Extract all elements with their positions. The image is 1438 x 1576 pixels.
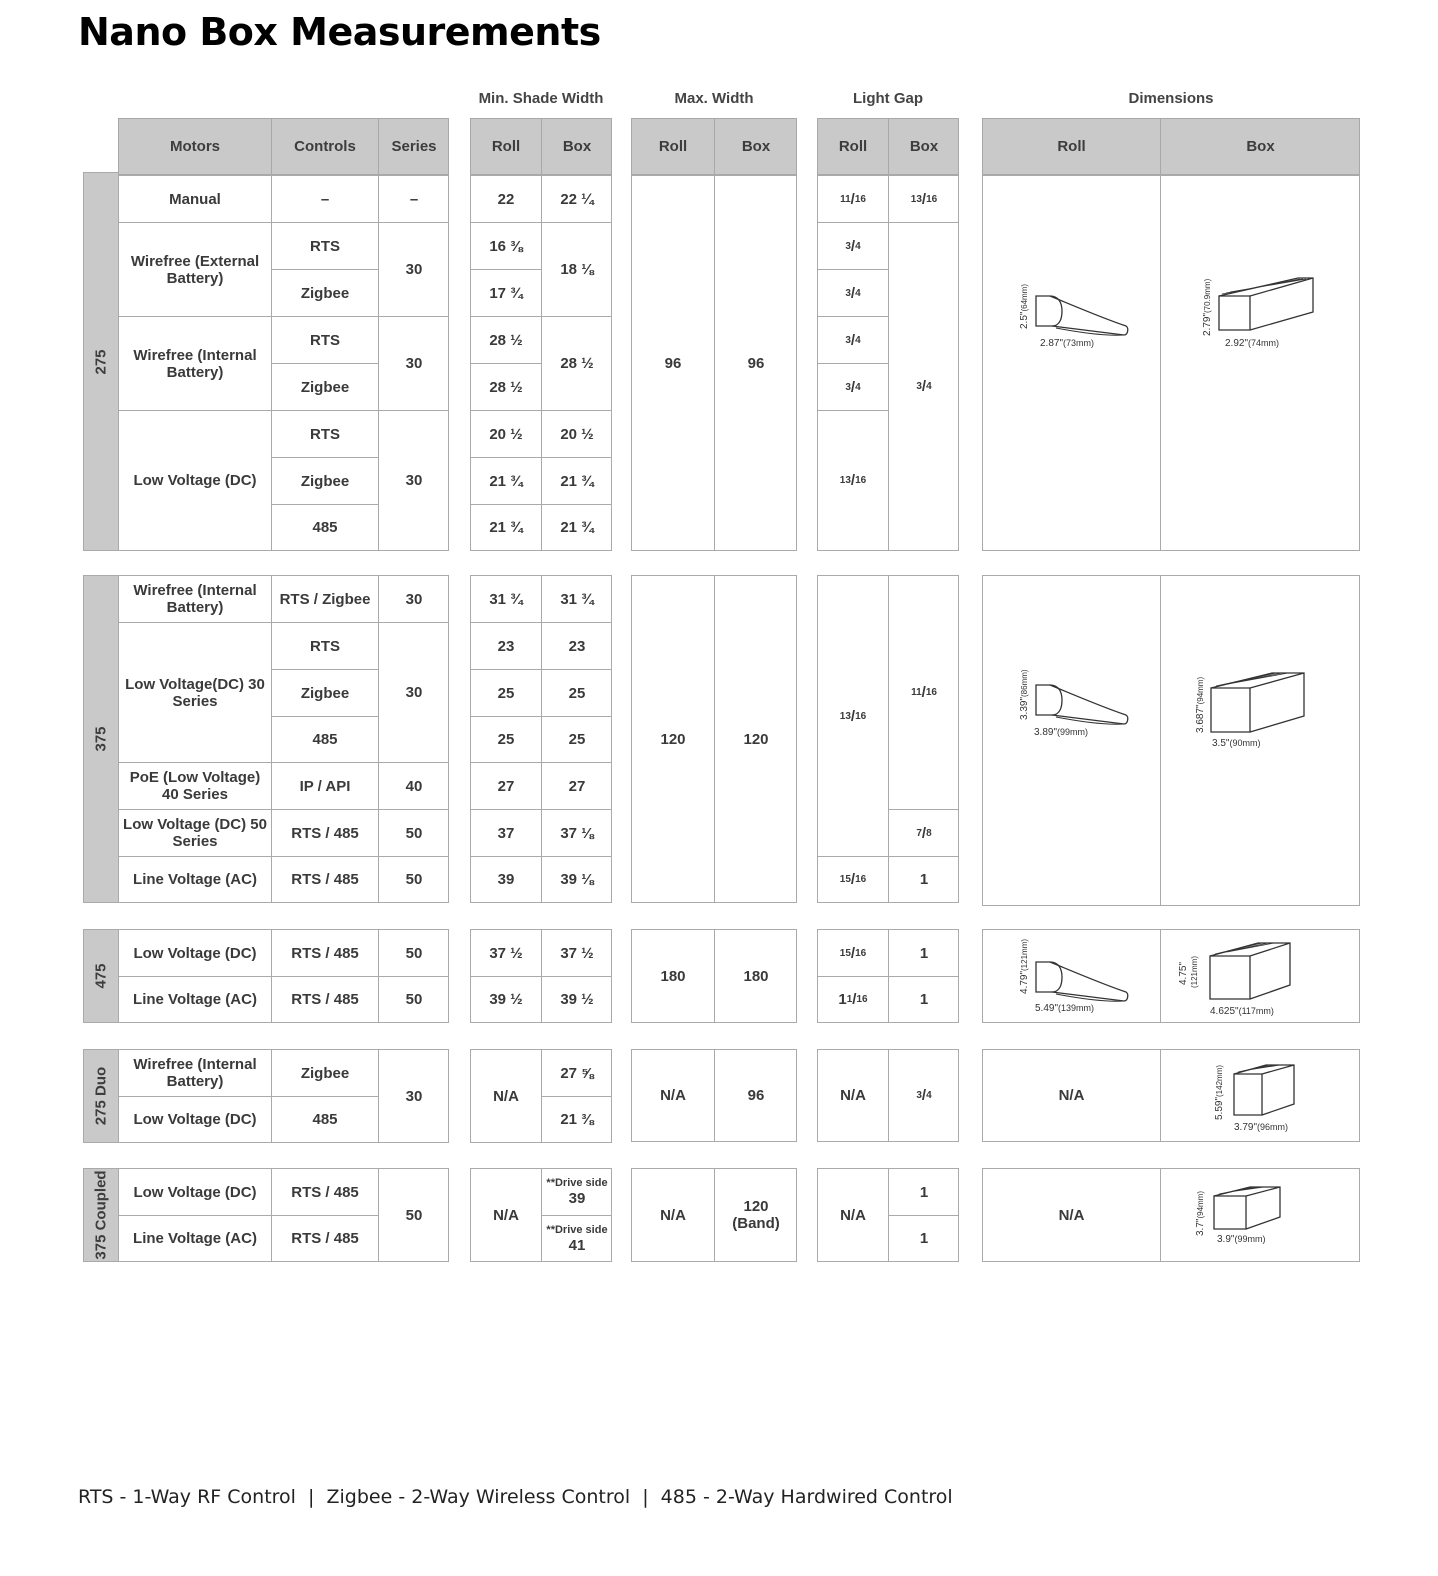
box-profile-icon — [1232, 1064, 1298, 1118]
roll-profile-icon — [1032, 960, 1132, 1005]
motor-cell: PoE (Low Voltage) 40 Series — [119, 763, 272, 810]
dim-roll-cell: N/A — [983, 1169, 1161, 1261]
table-275-msw — [470, 175, 612, 551]
lg-roll-cell: 15 / 16 — [818, 857, 889, 902]
table-275-dims — [982, 175, 1360, 551]
dim-label: 5.49"(139mm) — [1035, 1003, 1095, 1014]
dim-label: 2.5"(64mm) — [1019, 283, 1030, 329]
lg-roll-cell: 13 / 16 — [818, 576, 889, 857]
table-375-max — [631, 575, 797, 903]
control-cell: Zigbee — [272, 364, 379, 411]
header-box: Box — [741, 138, 771, 155]
dim-label: 3.89"(99mm) — [1034, 727, 1089, 738]
table-275duo-dims — [982, 1049, 1360, 1142]
legend: RTS - 1-Way RF Control | Zigbee - 2-Way Wireless Control | 485 - 2-Way Hardwired Control — [78, 1486, 953, 1508]
msw-box-cell: 27 — [542, 763, 612, 810]
msw-box-cell: 28 ½ — [542, 317, 612, 411]
group-max-width: Max. Width — [674, 90, 754, 107]
msw-box-cell: 21 ⅜ — [560, 1111, 594, 1128]
lg-roll-cell: 3 / 4 — [818, 317, 889, 364]
control-cell: RTS — [272, 411, 379, 458]
motor-cell: Low Voltage(DC) 30 Series — [119, 623, 272, 763]
header-box: Box — [562, 138, 592, 155]
msw-box-cell: 21 ¾ — [560, 519, 594, 536]
lg-box-cell: 1 — [889, 930, 959, 977]
header-roll: Roll — [632, 119, 715, 174]
series-cell: – — [379, 176, 449, 223]
max-roll-cell: N/A — [632, 1169, 715, 1261]
control-cell: RTS / 485 — [272, 1216, 379, 1261]
roll-profile-icon — [1032, 293, 1132, 338]
header-lg — [817, 118, 959, 175]
msw-box-value: 41 — [568, 1236, 586, 1254]
msw-roll-cell: 37 ½ — [471, 930, 542, 977]
control-cell: Zigbee — [272, 458, 379, 505]
table-375c-motors — [118, 1168, 449, 1262]
series-cell: 30 — [379, 576, 449, 623]
lg-roll-cell: 15 / 16 — [818, 930, 889, 977]
msw-roll-cell: 25 — [471, 717, 542, 763]
section-label-475: 475 — [83, 929, 119, 1023]
msw-box-cell: 39 ½ — [560, 991, 594, 1008]
lg-roll-cell: 3 / 4 — [818, 364, 889, 411]
msw-box-cell: 25 — [542, 670, 612, 717]
drive-side-note: **Drive side — [546, 1223, 608, 1236]
series-cell: 50 — [405, 871, 423, 888]
msw-box-value: 39 — [568, 1190, 586, 1207]
motor-cell: Low Voltage (DC) — [119, 1169, 272, 1216]
control-cell: RTS / 485 — [272, 977, 379, 1022]
motor-cell: Low Voltage (DC) — [119, 411, 272, 550]
table-375c-max — [631, 1168, 797, 1262]
header-max — [631, 118, 797, 175]
msw-roll-cell: 16 ⅜ — [471, 223, 542, 270]
table-275duo-max — [631, 1049, 797, 1142]
lg-roll-cell: 3 / 4 — [818, 270, 889, 317]
table-375-motors — [118, 575, 449, 903]
series-cell: 30 — [379, 623, 449, 763]
control-cell: RTS — [272, 223, 379, 270]
dim-label: 3.5"(90mm) — [1212, 738, 1261, 749]
series-cell: 50 — [379, 930, 449, 977]
header-roll: Roll — [471, 119, 542, 174]
lg-box-cell: 3 / 4 — [916, 378, 932, 395]
dim-label: 3.79"(96mm) — [1234, 1122, 1289, 1133]
dim-label: 3.687"(94mm) — [1195, 676, 1206, 733]
lg-box-cell: 13 / 16 — [889, 176, 959, 223]
msw-box-cell — [542, 1169, 612, 1216]
control-cell: – — [272, 176, 379, 223]
section-label-275-duo: 275 Duo — [83, 1049, 119, 1143]
box-profile-icon — [1210, 672, 1310, 734]
dim-roll-cell: N/A — [983, 1050, 1161, 1141]
series-cell: 50 — [379, 810, 449, 857]
msw-box-cell: 39 ⅛ — [560, 871, 594, 888]
series-cell: 40 — [379, 763, 449, 810]
table-375c-lg — [817, 1168, 959, 1262]
section-label-375: 375 — [83, 575, 119, 903]
msw-box-cell: 31 ¾ — [542, 576, 612, 623]
dim-label: 5.59"(142mm) — [1214, 1064, 1225, 1120]
msw-box-cell: 27 ⅝ — [542, 1050, 612, 1097]
box-profile-icon — [1218, 276, 1318, 334]
control-cell: RTS — [272, 317, 379, 364]
dim-label: 4.625"(117mm) — [1210, 1006, 1274, 1017]
section-label-375-coupled: 375 Coupled — [83, 1168, 119, 1262]
header-motors: Motors — [119, 119, 272, 174]
msw-box-cell: 37 ½ — [542, 930, 612, 977]
dim-box-cell — [1161, 576, 1360, 905]
max-roll-cell: 180 — [632, 930, 715, 1022]
table-475-lg — [817, 929, 959, 1023]
dim-label: 3.39"(86mm) — [1019, 669, 1030, 720]
table-375c-msw — [470, 1168, 612, 1262]
drive-side-note: **Drive side — [546, 1177, 608, 1189]
box-profile-icon — [1208, 942, 1298, 1002]
table-275duo-lg — [817, 1049, 959, 1142]
lg-roll-cell: N/A — [818, 1050, 889, 1141]
motor-cell: Low Voltage (DC) 50 Series — [119, 810, 272, 857]
dim-label: 4.79"(121mm) — [1019, 938, 1030, 994]
motor-cell: Low Voltage (DC) — [119, 1097, 272, 1142]
lg-box-cell: 1 — [919, 1230, 929, 1247]
header-roll: Roll — [983, 119, 1161, 174]
msw-roll-cell: 28 ½ — [471, 317, 542, 364]
header-controls: Controls — [272, 119, 379, 174]
dim-label: 2.79"(70.9mm) — [1202, 278, 1213, 336]
motor-cell: Wirefree (External Battery) — [119, 223, 272, 317]
control-cell: RTS / 485 — [272, 1169, 379, 1216]
motor-cell: Line Voltage (AC) — [119, 857, 272, 902]
lg-roll-cell: 3 / 4 — [818, 223, 889, 270]
control-cell: Zigbee — [272, 270, 379, 317]
dim-label: 2.87"(73mm) — [1040, 338, 1095, 349]
motor-cell: Low Voltage (DC) — [119, 930, 272, 977]
max-box-cell: 96 — [747, 1087, 765, 1104]
lg-roll-cell: 1 1 / 16 — [818, 977, 889, 1022]
msw-box-cell: 22 ¼ — [542, 176, 612, 223]
lg-box-cell: 1 — [919, 991, 929, 1008]
series-cell: 30 — [405, 472, 423, 489]
table-475-motors — [118, 929, 449, 1023]
header-box: Box — [909, 138, 939, 155]
table-275-max — [631, 175, 797, 551]
max-box-cell: 120 — [743, 730, 769, 748]
msw-box-cell: 20 ½ — [542, 411, 612, 458]
table-375-dims — [982, 575, 1360, 906]
table-275duo-msw — [470, 1049, 612, 1143]
roll-profile-icon — [1032, 682, 1132, 727]
dim-label: 4.75" — [1178, 961, 1189, 985]
msw-box-cell: 25 — [542, 717, 612, 763]
table-275-motors — [118, 175, 449, 551]
max-roll-cell: N/A — [632, 1050, 715, 1141]
msw-roll-cell: 39 ½ — [471, 977, 542, 1022]
msw-roll-cell: 39 — [471, 857, 542, 902]
motor-cell: Line Voltage (AC) — [119, 1216, 272, 1261]
group-dimensions: Dimensions — [1128, 90, 1214, 107]
msw-roll-cell: 21 ¾ — [471, 505, 542, 550]
msw-roll-cell: 20 ½ — [471, 411, 542, 458]
max-box-cell: 96 — [747, 354, 765, 372]
control-cell: RTS — [272, 623, 379, 670]
msw-roll-cell: 22 — [471, 176, 542, 223]
control-cell: IP / API — [272, 763, 379, 810]
msw-roll-cell: 25 — [471, 670, 542, 717]
dim-roll-cell — [983, 576, 1161, 905]
msw-roll-cell: 37 — [471, 810, 542, 857]
table-375-msw — [470, 575, 612, 903]
dim-label: 2.92"(74mm) — [1225, 338, 1280, 349]
msw-box-cell: 37 ⅛ — [542, 810, 612, 857]
max-box-cell: 120 (Band) — [732, 1198, 780, 1232]
header-msw — [470, 118, 612, 175]
control-cell: RTS / Zigbee — [272, 576, 379, 623]
header-roll: Roll — [818, 119, 889, 174]
lg-roll-cell: 11 / 16 — [818, 176, 889, 223]
control-cell: RTS / 485 — [272, 857, 379, 902]
msw-roll-cell: N/A — [471, 1169, 542, 1261]
msw-box-cell: 21 ¾ — [542, 458, 612, 505]
motor-cell: Wirefree (Internal Battery) — [119, 576, 272, 623]
box-profile-icon — [1212, 1186, 1286, 1232]
table-375-lg — [817, 575, 959, 903]
header-dims — [982, 118, 1360, 175]
control-cell: 485 — [272, 1097, 379, 1142]
motor-cell: Wirefree (Internal Battery) — [119, 317, 272, 411]
control-cell: RTS / 485 — [272, 930, 379, 977]
control-cell: 485 — [272, 505, 379, 550]
table-375c-dims — [982, 1168, 1360, 1262]
control-cell: 485 — [272, 717, 379, 763]
motor-cell: Line Voltage (AC) — [119, 977, 272, 1022]
lg-box-cell: 11 / 16 — [889, 576, 959, 810]
series-cell: 30 — [379, 223, 449, 317]
msw-roll-cell: N/A — [471, 1050, 542, 1142]
series-cell: 50 — [405, 1206, 423, 1224]
motor-cell: Wirefree (Internal Battery) — [119, 1050, 272, 1097]
lg-box-cell: 7 / 8 — [889, 810, 959, 857]
max-roll-cell: 96 — [632, 176, 715, 550]
lg-roll-cell: 13 / 16 — [818, 411, 889, 550]
msw-roll-cell: 17 ¾ — [471, 270, 542, 317]
dim-roll-cell — [983, 176, 1161, 550]
table-275-lg — [817, 175, 959, 551]
dim-box-cell — [1161, 176, 1360, 550]
lg-box-cell: 1 — [889, 1169, 959, 1216]
max-roll-cell: 120 — [632, 576, 715, 902]
motor-cell: Manual — [119, 176, 272, 223]
lg-box-cell: 1 — [919, 871, 929, 888]
msw-box-cell: 18 ⅛ — [542, 223, 612, 317]
table-475-msw — [470, 929, 612, 1023]
table-475-max — [631, 929, 797, 1023]
control-cell: Zigbee — [272, 1050, 379, 1097]
control-cell: Zigbee — [272, 670, 379, 717]
header-series: Series — [391, 138, 437, 155]
group-light-gap: Light Gap — [853, 90, 923, 107]
series-cell: 30 — [405, 1087, 423, 1105]
series-cell: 30 — [379, 317, 449, 411]
control-cell: RTS / 485 — [272, 810, 379, 857]
max-box-cell: 180 — [743, 967, 769, 985]
lg-box-cell: 3 / 4 — [916, 1087, 932, 1104]
msw-roll-cell: 21 ¾ — [471, 458, 542, 505]
msw-roll-cell: 31 ¾ — [471, 576, 542, 623]
msw-roll-cell: 27 — [471, 763, 542, 810]
header-box: Box — [1246, 138, 1275, 155]
msw-box-cell: 23 — [542, 623, 612, 670]
section-label-275: 275 — [83, 172, 119, 551]
series-cell: 50 — [405, 991, 423, 1008]
dim-label: 3.7"(94mm) — [1195, 1190, 1206, 1236]
dim-label: 3.9"(99mm) — [1217, 1234, 1266, 1245]
msw-roll-cell: 28 ½ — [471, 364, 542, 411]
table-275duo-motors — [118, 1049, 449, 1143]
page-title: Nano Box Measurements — [78, 10, 601, 54]
msw-box-cell — [542, 1216, 612, 1261]
dim-label: (121mm) — [1190, 955, 1199, 988]
lg-roll-cell: N/A — [818, 1169, 889, 1261]
msw-roll-cell: 23 — [471, 623, 542, 670]
header-main — [118, 118, 449, 175]
group-min-shade-width: Min. Shade Width — [478, 90, 604, 107]
